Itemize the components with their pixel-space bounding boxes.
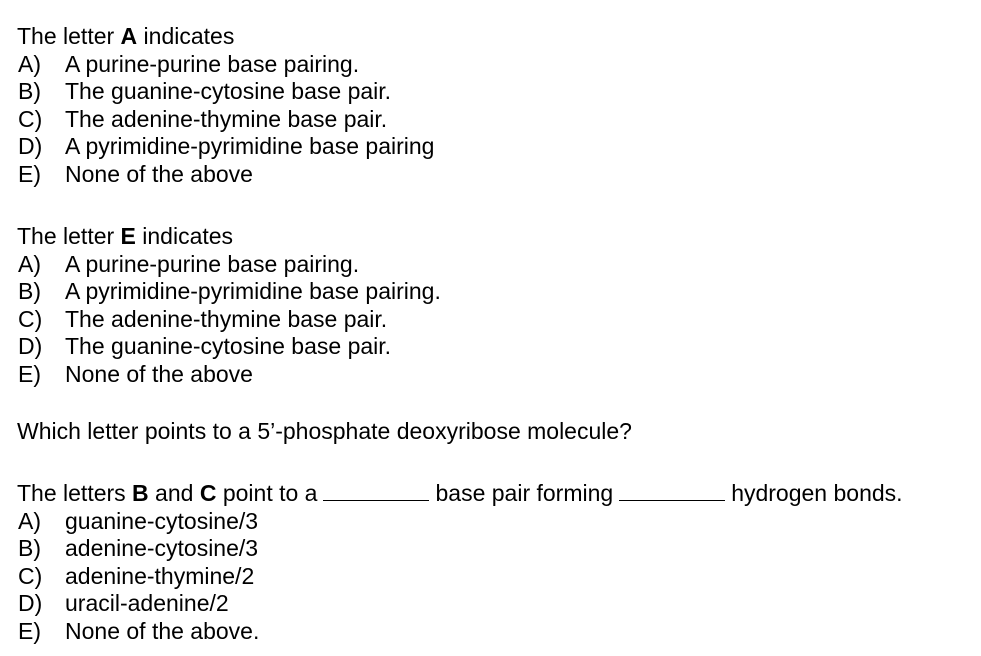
option-label: D): [18, 590, 43, 617]
stem-letter: E: [120, 223, 136, 249]
option-label: B): [18, 278, 41, 305]
option-a: [17, 51, 434, 79]
option-text: The guanine-cytosine base pair.: [65, 78, 392, 105]
question-1-stem: [17, 23, 434, 51]
option-a: [17, 508, 903, 536]
option-label: A): [18, 507, 41, 534]
stem-prefix: The letter: [17, 23, 121, 49]
option-e: [17, 618, 903, 646]
option-label: E): [18, 160, 41, 187]
option-e: [17, 361, 441, 389]
stem-and: and: [148, 480, 200, 506]
stem-mid-1: point to a: [216, 480, 318, 506]
option-c: [17, 563, 903, 591]
question-3-stem: Which letter points to a 5’-phosphate deoxyribose molecule?: [17, 418, 632, 444]
option-text: None of the above: [65, 160, 253, 187]
stem-letter: A: [120, 23, 138, 49]
option-text: adenine-thymine/2: [65, 562, 255, 589]
stem-suffix: hydrogen bonds.: [731, 480, 903, 506]
stem-letter-2: C: [199, 480, 217, 506]
question-4-stem: [17, 480, 903, 508]
stem-suffix: indicates: [137, 23, 235, 49]
option-text: A purine-purine base pairing.: [65, 250, 360, 277]
question-4: [17, 480, 903, 646]
option-text: The adenine-thymine base pair.: [65, 305, 388, 332]
option-text: uracil-adenine/2: [65, 590, 229, 617]
question-3: [17, 418, 632, 446]
option-d: [17, 133, 434, 161]
fill-in-blank-2: [619, 481, 725, 501]
stem-mid-2: base pair forming: [435, 480, 614, 506]
option-text: A pyrimidine-pyrimidine base pairing.: [65, 278, 441, 305]
option-c: [17, 106, 434, 134]
option-text: A pyrimidine-pyrimidine base pairing: [65, 133, 435, 160]
option-label: A): [18, 50, 41, 77]
option-a: [17, 251, 441, 279]
option-text: The guanine-cytosine base pair.: [65, 333, 392, 360]
option-label: E): [18, 360, 41, 387]
stem-suffix: indicates: [135, 223, 234, 249]
question-2: [17, 223, 441, 389]
option-text: A purine-purine base pairing.: [65, 50, 360, 77]
option-b: [17, 78, 434, 106]
option-label: C): [18, 105, 43, 132]
option-label: C): [18, 305, 43, 332]
option-e: [17, 161, 434, 189]
option-text: None of the above.: [65, 617, 260, 644]
option-text: The adenine-thymine base pair.: [65, 105, 388, 132]
question-1: [17, 23, 434, 189]
option-d: [17, 333, 441, 361]
option-c: [17, 306, 441, 334]
option-label: D): [18, 333, 43, 360]
option-label: B): [18, 78, 41, 105]
stem-prefix: The letters: [17, 480, 133, 506]
option-label: C): [18, 562, 43, 589]
option-text: adenine-cytosine/3: [65, 535, 259, 562]
option-label: E): [18, 617, 41, 644]
stem-letter-1: B: [132, 480, 149, 506]
option-label: B): [18, 535, 41, 562]
option-label: D): [18, 133, 43, 160]
option-text: None of the above: [65, 360, 253, 387]
option-b: [17, 278, 441, 306]
option-label: A): [18, 250, 41, 277]
question-2-stem: [17, 223, 441, 251]
fill-in-blank-1: [323, 481, 429, 501]
option-d: [17, 590, 903, 618]
stem-prefix: The letter: [17, 223, 121, 249]
option-text: guanine-cytosine/3: [65, 507, 259, 534]
option-b: [17, 535, 903, 563]
